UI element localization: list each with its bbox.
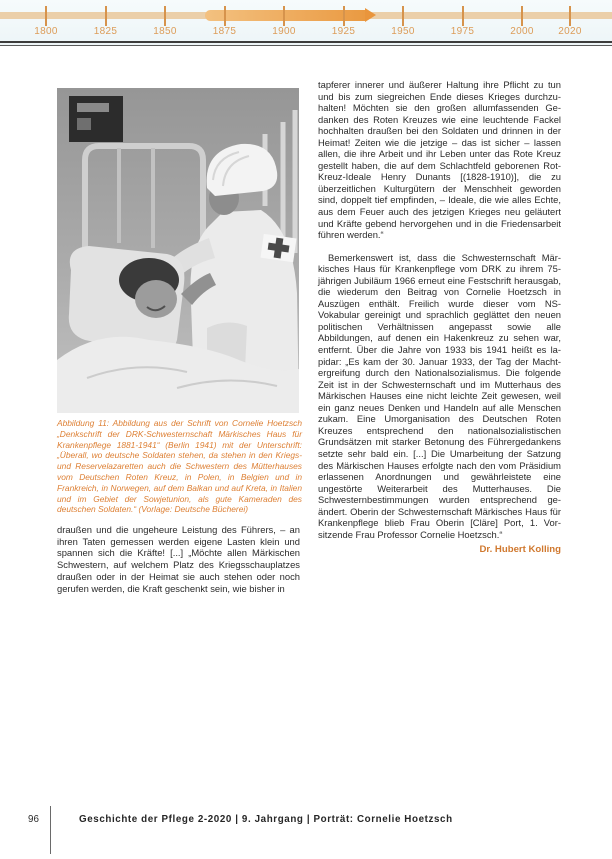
author-byline: Dr. Hubert Kolling [479, 544, 561, 556]
left-column-paragraph: draußen und die ungeheure Leistung des Führers, – an ihren Taten gemessen werden eigene Lasten klein und spannen sich die Kräfte! [...] „Möchte allen Märkischen Schwestern, auf welchem Platz des Kriegsschauplatzes draußen oder in der Heimat sie auch stehen oder noch gerufen werden, die Kraft geschenkt sein, wie bisher in [57, 524, 300, 594]
timeline-header [0, 0, 612, 46]
timeline-year-label: 2000 [510, 26, 534, 37]
header-rule-thin [0, 45, 612, 46]
timeline-tick [569, 6, 571, 26]
body-paragraph-1: tapferer innerer und äußerer Haltung ihre Pflicht zu tun und bis zum siegreichen Ende dieses Krieges durchzuhalten! Möchten sie den großen allumfassenden Gedanken des Roten Kreuzes wie eine leuchtende Fackel hochhalten draußen bei den Soldaten und drinnen in der Heimat! Zeiten wie die jetzige – das ist sicher – lassen allen, die ihre Arbeit und ihr Leben unter das Rote Kreuz gestellt haben, die auf dem Schlachtfeld geborenen Rot-Kreuz-Ideale Henry Dunants [(1828-1910)], die zu überzeitlichen Kulturgütern der Menschheit geworden sind, doppelt tief empfinden, – Ideale, die wie alles Echte, aus dem Feuer auch des jetzigen Krieges neu geläutert und Kräfte gebend hervorgehen und in die Friedensarbeit führen werden.“ [318, 79, 561, 241]
timeline-tick [462, 6, 464, 26]
body-paragraph-2: Bemerkenswert ist, dass die Schwesternschaft Märkisches Haus für Krankenpflege vom DRK zu ihrem 75-jährigen Jubiläum 1966 erneut eine Festschrift herausgab, die wiederum den Beitrag von Cornelie Hoetzsch in Auszügen enthält. Freilich wurde dieser vom NS-Vokabular gereinigt und sprachlich geglättet den neuen politischen Verhältnissen angepasst sowie alle Abbildungen, auf denen ein Hakenkreuz zu sehen war, entfernt. Über die Jahre von 1933 bis 1941 heißt es lapidar: „Es kam der 30. Januar 1933, der Tag der Machtergreifung durch den Nationalsozialismus. Die folgende Zeit ist in der Schwesternschaft und im Mutterhaus des Märkischen Hauses eine nicht leichte Zeit gewesen, weil ein ganz neues Denken und Handeln auf alle Menschen zukam. Eine Umorganisation des Deutschen Roten Kreuzes entsprechend den nationalsozialistischen Grundsätzen mit starker Betonung des Führergedankens setzte sehr bald ein. [...] Die Umarbeitung der Satzung des Märkischen Hauses erfolgte nach den vom Präsidium erlassenen Anordnungen und gewährleistete eine ungestörte Weiterarbeit des Mutterhauses. Die Schwesternbestimmungen wurden entsprechend geändert. Oberin der Schwesternschaft Märkisches Haus für Krankenpflege blieb Frau Oberin [Cläre] Port, 1. Vorsitzende Frau Professor Cornelie Hoetzsch.“ [318, 251, 561, 540]
timeline-tick [105, 6, 107, 26]
timeline-tick [164, 6, 166, 26]
timeline-year-label: 1900 [272, 26, 296, 37]
timeline-year-label: 1925 [331, 26, 356, 37]
timeline-tick [45, 6, 47, 26]
timeline-tick [224, 6, 226, 26]
timeline-year-label: 1950 [391, 26, 415, 37]
timeline-tick [343, 6, 345, 26]
timeline-year-label: 1875 [212, 26, 237, 37]
timeline-highlight-arrow [205, 10, 365, 21]
timeline-year-label: 1850 [153, 26, 177, 37]
patient-face [135, 280, 177, 318]
footer-divider [50, 806, 51, 854]
figure-caption: Abbildung 11: Abbildung aus der Schrift von Cornelie Hoetzsch „Denkschrift der DRK-Schwesternschaft Märkisches Haus für Krankenpflege 1881-1941“ (Berlin 1941) mit der Unterschrift: „Überall, wo deutsche Soldaten stehen, da stehen in den Kriegs- und Reservelazaretten auch die Schwestern des Mütterhauses vom Deutschen Roten Kreuz, in Polen, in Belgien und in Frankreich, in Norwegen, auf dem Balkan und auf Kreta, in Italien und im Gebiet der Sowjetunion, als gute Kameraden des deutschen Soldaten.“ (Vorlage: Deutsche Bücherei) [57, 418, 302, 515]
wall-sign [69, 96, 123, 142]
timeline-year-label: 1800 [34, 26, 58, 37]
footer-journal-line: Geschichte der Pflege 2-2020 | 9. Jahrgang | Porträt: Cornelie Hoetzsch [79, 814, 453, 825]
timeline-year-label: 1825 [93, 26, 118, 37]
timeline-tick [283, 6, 285, 26]
red-cross-armband [260, 234, 296, 262]
timeline-year-label: 1975 [450, 26, 475, 37]
right-column [318, 79, 561, 556]
historical-photo [57, 88, 299, 413]
header-rule-thick [0, 41, 612, 43]
photo-illustration [57, 88, 299, 413]
timeline-year-label: 2020 [558, 26, 582, 37]
arrow-tip-icon [365, 8, 376, 22]
page-number: 96 [28, 814, 39, 825]
timeline-tick [521, 6, 523, 26]
timeline-tick [402, 6, 404, 26]
